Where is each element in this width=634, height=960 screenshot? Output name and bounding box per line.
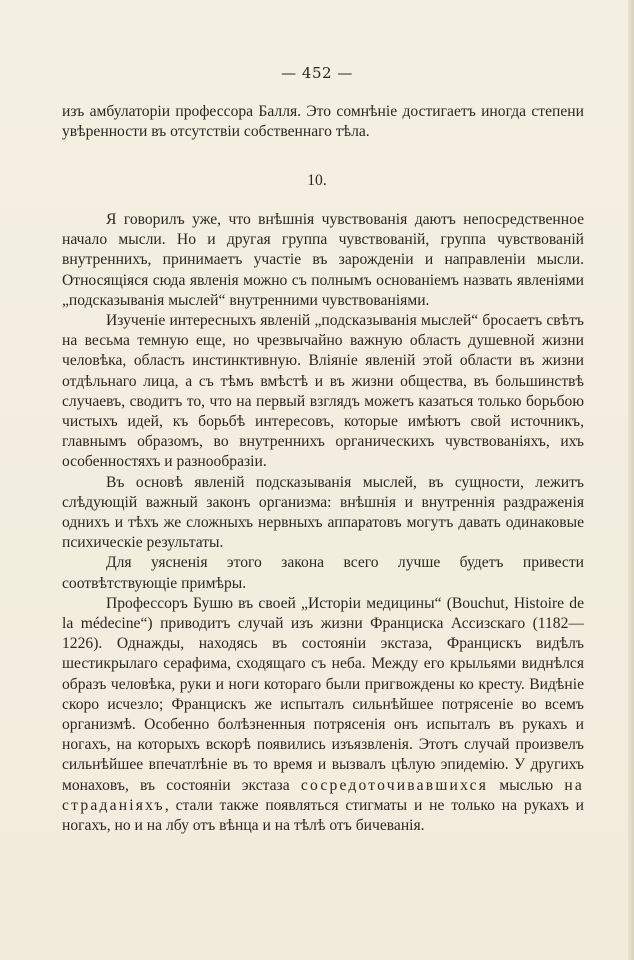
- page-number: — 452 —: [281, 64, 353, 82]
- paragraph-2: Изученіе интересныхъ явленій „подсказыванія мыслей“ бросаетъ свѣтъ на весьма темную еще, но чрезвычайно важную область душевной жизни человѣка, область инстинктивную. Вліяніе явленій этой области въ жизни отдѣльнаго лица, а съ тѣмъ вмѣстѣ и въ жизни общества, въ большинствѣ случаевъ, сводитъ то, что на первый взглядъ можетъ казаться только борьбою чистыхъ идей, къ борьбѣ интересовъ, которые имѣютъ свой источникъ, главнымъ образомъ, во внутреннихъ органическихъ чувствованіяхъ, ихъ особенностяхъ и разнообразіи.: [62, 312, 584, 471]
- main-text: [62, 210, 584, 836]
- spaced-emphasis-1: сосредоточивавшихся: [300, 776, 489, 794]
- section-number: 10.: [307, 172, 327, 189]
- paragraph-5: [62, 594, 584, 836]
- paragraph-5-text-a: Профессоръ Бушю въ своей „Исторіи медицины“ (Bouchut, Histoire de la médecine“) приводитъ случай изъ жизни Франциска Ассизскаго (1182—1226). Однажды, находясь въ состояніи экстаза, Францискъ видѣлъ шестикрылаго серафима, сходящаго съ неба. Между его крыльями виднѣлся образъ человѣка, руки и ноги котораго были пригвождены ко кресту. Видѣніе скоро исчезло; Францискъ же испыталъ сильнѣйшее потрясеніе во всемъ организмѣ. Особенно болѣзненныя потрясенія онъ испыталъ въ рукахъ и ногахъ, на которыхъ вскорѣ появились изъязвленія. Этотъ случай произвелъ сильнѣйшее впечатлѣніе въ то время и вызвалъ цѣлую эпидемію. У другихъ монаховъ, въ состояніи экстаза: [62, 594, 584, 794]
- paragraph-5-text-b: мыслью: [488, 776, 565, 794]
- paragraph-3: Въ основѣ явленій подсказыванія мыслей, въ сущности, лежитъ слѣдующій важный законъ организма: внѣшнія и внутреннія раздраженія одниxъ и тѣхъ же сложныхъ нервныхъ аппаратовъ могутъ давать одинаковые психическіе результаты.: [62, 473, 584, 552]
- paragraph-4: Для уясненія этого закона всего лучше будетъ привести соотвѣтствующіе примѣры.: [62, 554, 584, 592]
- page-edge: [628, 0, 634, 960]
- continuation-paragraph: изъ амбулаторіи профессора Балля. Это сомнѣніе достигаетъ иногда степени увѣренности въ отсутствіи собственнаго тѣла.: [62, 103, 584, 141]
- spaced-emphasis-2: на страданіяхъ: [62, 776, 584, 814]
- paragraph-1: Я говорилъ уже, что внѣшнія чувствованія даютъ непосредственное начало мысли. Но и другая группа чувствованій, группа чувствованій внутреннихъ, принимаетъ участіе въ зарожденіи и направленіи мысли. Относящіяся сюда явленія можно съ полнымъ основаніемъ назвать явленіями „подсказыванія мыслей“ внутренними чувствованіями.: [62, 211, 584, 309]
- paragraph-5-text-c: , стали также появляться стигматы и не только на рукахъ и ногахъ, но и на лбу отъ вѣнца и на тѣлѣ отъ бичеванія.: [62, 796, 584, 835]
